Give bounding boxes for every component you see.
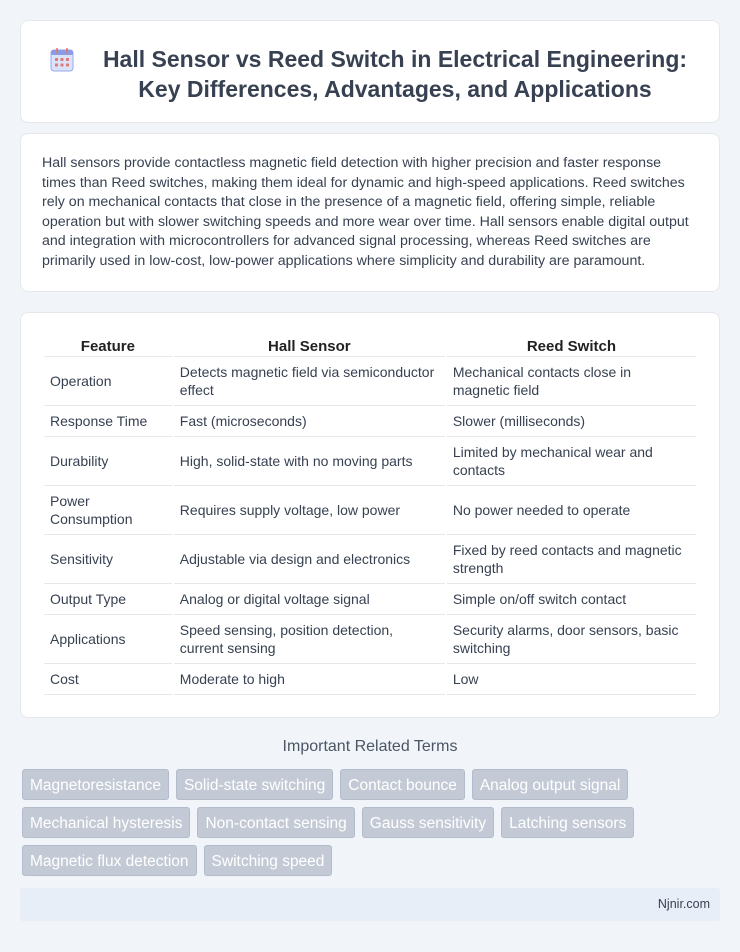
term-tag[interactable]: Switching speed [204, 845, 333, 876]
term-tag[interactable]: Mechanical hysteresis [22, 807, 190, 838]
term-tag[interactable]: Latching sensors [501, 807, 634, 838]
feature-cell: Power Consumption [44, 486, 172, 535]
hall-cell: Fast (microseconds) [174, 406, 445, 437]
feature-cell: Cost [44, 664, 172, 695]
term-tag[interactable]: Analog output signal [472, 769, 628, 800]
term-tag[interactable]: Magnetic flux detection [22, 845, 197, 876]
reed-cell: Low [447, 664, 696, 695]
reed-cell: Limited by mechanical wear and contacts [447, 437, 696, 486]
feature-cell: Applications [44, 615, 172, 664]
table-header-row [44, 333, 696, 357]
hall-cell: Adjustable via design and electronics [174, 535, 445, 584]
table-row [44, 664, 696, 695]
header-hall-sensor: Hall Sensor [174, 333, 445, 357]
feature-cell: Output Type [44, 584, 172, 615]
table-row [44, 406, 696, 437]
table-row [44, 535, 696, 584]
term-tag[interactable]: Contact bounce [340, 769, 465, 800]
summary-paragraph: Hall sensors provide contactless magnetic field detection with higher precision and faster response times than Reed switches, making them ideal for dynamic and high-speed applications. Reed switches rely on mechanical contacts that close in the presence of a magnetic field, offering simple, reliable operation but with slower switching speeds and more wear over time. Hall sensors enable digital output and integration with microcontrollers for advanced signal processing, whereas Reed switches are primarily used in low-cost, low-power applications where simplicity and durability are paramount. [42, 155, 689, 269]
comparison-table [42, 333, 698, 695]
hall-cell: Requires supply voltage, low power [174, 486, 445, 535]
reed-cell: Fixed by reed contacts and magnetic strength [447, 535, 696, 584]
related-terms-list [22, 769, 702, 876]
footer-bar [20, 888, 720, 921]
reed-cell: No power needed to operate [447, 486, 696, 535]
feature-cell: Operation [44, 357, 172, 406]
reed-cell: Mechanical contacts close in magnetic field [447, 357, 696, 406]
hall-cell: Speed sensing, position detection, current sensing [174, 615, 445, 664]
feature-cell: Response Time [44, 406, 172, 437]
table-row [44, 615, 696, 664]
feature-cell: Sensitivity [44, 535, 172, 584]
calendar-grid-icon [49, 47, 75, 73]
reed-cell: Slower (milliseconds) [447, 406, 696, 437]
term-tag[interactable]: Gauss sensitivity [362, 807, 494, 838]
header-feature: Feature [44, 333, 172, 357]
related-terms-heading: Important Related Terms [282, 738, 458, 755]
feature-cell: Durability [44, 437, 172, 486]
hall-cell: Analog or digital voltage signal [174, 584, 445, 615]
header-reed-switch: Reed Switch [447, 333, 696, 357]
summary-card [20, 133, 720, 292]
table-row [44, 357, 696, 406]
hall-cell: High, solid-state with no moving parts [174, 437, 445, 486]
hall-cell: Moderate to high [174, 664, 445, 695]
comparison-card [20, 312, 720, 718]
table-row [44, 584, 696, 615]
term-tag[interactable]: Non-contact sensing [197, 807, 354, 838]
title-card [20, 20, 720, 123]
hall-cell: Detects magnetic field via semiconductor effect [174, 357, 445, 406]
term-tag[interactable]: Solid-state switching [176, 769, 333, 800]
reed-cell: Security alarms, door sensors, basic switching [447, 615, 696, 664]
page-title: Hall Sensor vs Reed Switch in Electrical Engineering: Key Differences, Advantages, and Applications [102, 46, 688, 102]
table-row [44, 486, 696, 535]
footer-brand[interactable]: Njnir.com [657, 897, 710, 911]
reed-cell: Simple on/off switch contact [447, 584, 696, 615]
table-row [44, 437, 696, 486]
term-tag[interactable]: Magnetoresistance [22, 769, 169, 800]
